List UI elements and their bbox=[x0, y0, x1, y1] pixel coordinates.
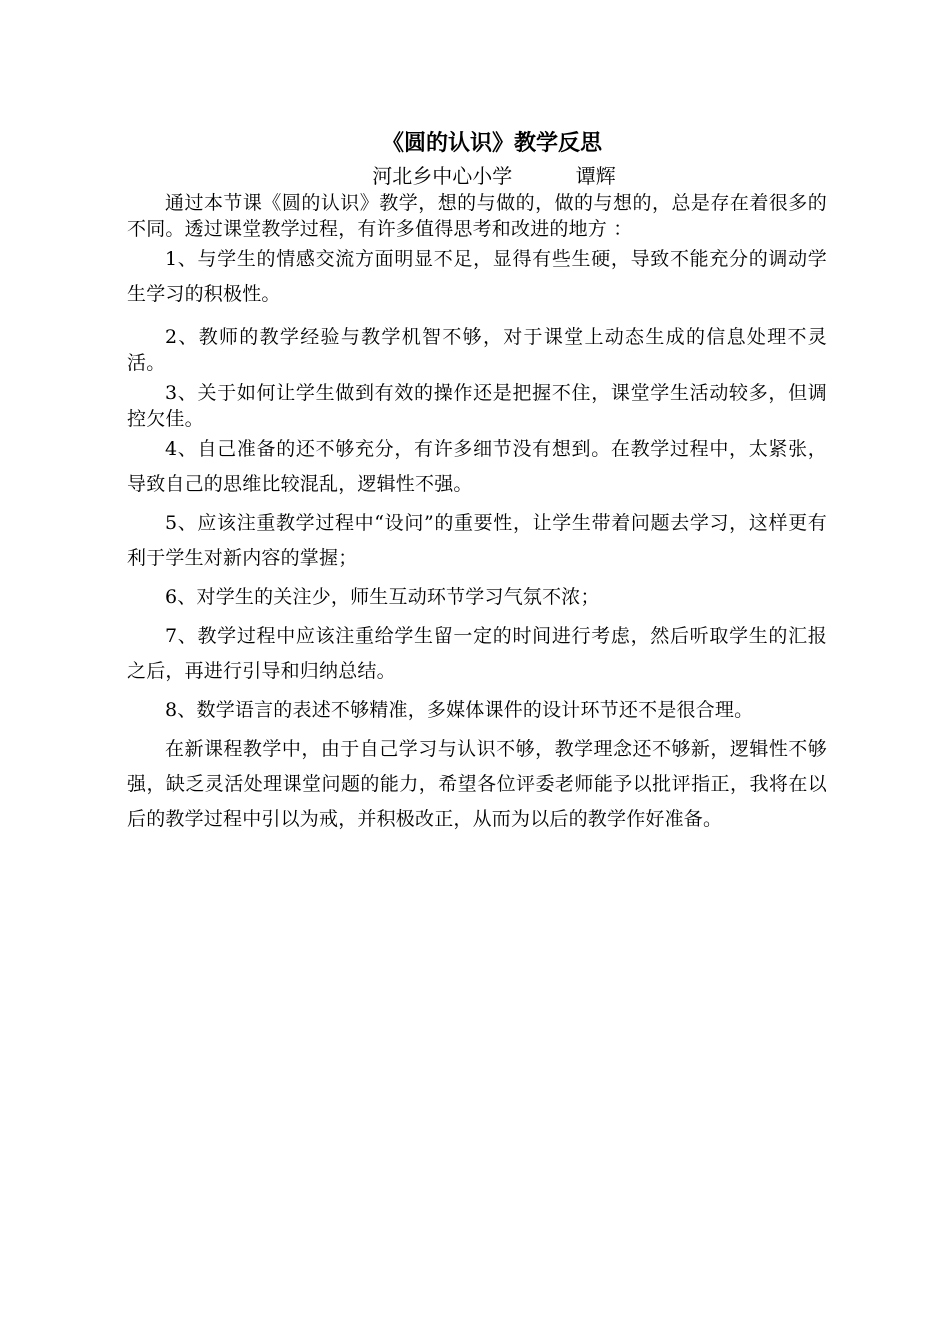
point-1-paragraph: 1、与学生的情感交流方面明显不足，显得有些生硬，导致不能充分的调动学生学习的积极性。 bbox=[127, 248, 827, 305]
point-6-paragraph: 6、对学生的关注少，师生互动环节学习气氛不浓； bbox=[165, 586, 600, 608]
author-line: 河北乡中心小学 谭辉 bbox=[372, 164, 616, 188]
conclusion-paragraph: 在新课程教学中，由于自己学习与认识不够，教学理念还不够新，逻辑性不够强，缺乏灵活处理课堂问题的能力，希望各位评委老师能予以批评指正，我将在以后的教学过程中引以为戒，并积极改正，从而为以后的教学作好准备。 bbox=[127, 738, 827, 830]
point-7-paragraph: 7、教学过程中应该注重给学生留一定的时间进行考虑，然后听取学生的汇报之后，再进行引导和归纳总结。 bbox=[127, 625, 827, 682]
point-5-paragraph: 5、应该注重教学过程中“设问”的重要性，让学生带着问题去学习，这样更有利于学生对新内容的掌握； bbox=[127, 512, 827, 569]
intro-paragraph: 通过本节课《圆的认识》教学，想的与做的，做的与想的，总是存在着很多的不同。透过课堂教学过程，有许多值得思考和改进的地方 ： bbox=[127, 192, 827, 240]
point-2-paragraph: 2、教师的教学经验与教学机智不够，对于课堂上动态生成的信息处理不灵活。 bbox=[127, 326, 827, 374]
point-8-paragraph: 8、数学语言的表述不够精准，多媒体课件的设计环节还不是很合理。 bbox=[165, 699, 754, 721]
point-3-paragraph: 3、关于如何让学生做到有效的操作还是把握不住，课堂学生活动较多，但调控欠佳。 bbox=[127, 382, 827, 430]
point-4-paragraph: 4、自己准备的还不够充分，有许多细节没有想到。在教学过程中，太紧张，导致自己的思维比较混乱，逻辑性不强。 bbox=[127, 438, 827, 495]
document-title: 《圆的认识》教学反思 bbox=[381, 130, 602, 156]
document-page bbox=[127, 126, 827, 837]
